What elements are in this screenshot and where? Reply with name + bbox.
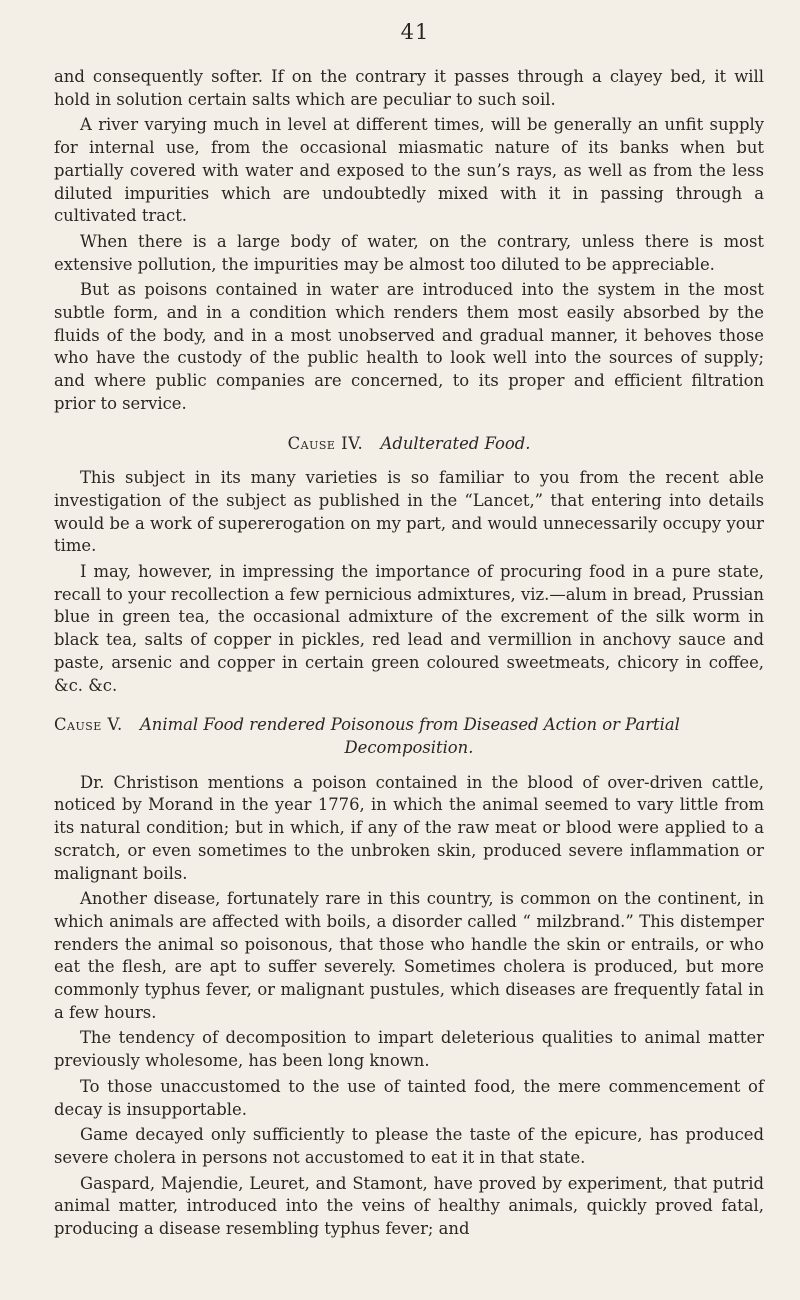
paragraph: But as poisons contained in water are introduced into the system in the most subtle form, and in a condition which renders them most easily absorbed by the fluids of the body, and in a most unobserved and gradual manner, it behoves those who have the custody of the public health to look well into the sources of supply; and where public companies are concerned, to its proper and efficient filtration prior to service. (54, 280, 764, 413)
paragraph: Gaspard, Majendie, Leuret, and Stamont, have proved by experiment, that putrid animal matter, introduced into the veins of healthy animals, quickly proved fatal, producing a disease resembling typhus fever; and (54, 1173, 764, 1239)
section-heading (54, 433, 764, 456)
intro-section (54, 66, 764, 416)
paragraph: I may, however, in impressing the importance of procuring food in a pure state, recall to your recollection a few pernicious admixtures, viz.—alum in bread, Prussian blue in green tea, the occasional admixture of the excrement of the silk worm in black tea, salts of copper in pickles, red lead and vermillion in anchovy sauce and paste, arsenic and copper in certain green coloured sweetmeats, chicory in coffee, &c. &c. (54, 562, 764, 695)
paragraph: Dr. Christison mentions a poison contained in the blood of over-driven cattle, noticed by Morand in the year 1776, in which the animal seemed to vary little from its natural condition; but in which, if any of the raw meat or blood were applied to a scratch, or even sometimes to the unbroken skin, produced severe inflammation or malignant boils. (54, 772, 764, 883)
section-heading (54, 714, 764, 759)
section-title: Animal Food rendered Poisonous from Diseased Action or Partial (139, 715, 680, 735)
cause-iv-section (54, 433, 764, 698)
cause-v-section (54, 714, 764, 1240)
paragraph: When there is a large body of water, on the contrary, unless there is most extensive pollution, the impurities may be almost too diluted to be appreciable. (54, 231, 764, 274)
paragraph: A river varying much in level at different times, will be generally an unfit supply for internal use, from the occasional miasmatic nature of its banks when but partially covered with water and exposed to the sun’s rays, as well as from the less diluted impurities which are undoubtedly mixed with it in passing through a cultivated tract. (54, 115, 764, 226)
paragraph: and consequently softer. If on the contrary it passes through a clayey bed, it will hold in solution certain salts which are peculiar to such soil. (54, 67, 764, 109)
paragraph: Game decayed only sufficiently to please the taste of the epicure, has produced severe cholera in persons not accustomed to eat it in that state. (54, 1125, 764, 1167)
paragraph: This subject in its many varieties is so familiar to you from the recent able investigation of the subject as published in the “Lancet,” that entering into details would be a work of supererogation on my part, and would unnecessarily occupy your time. (54, 468, 764, 556)
paragraph: To those unaccustomed to the use of tainted food, the mere commencement of decay is insupportable. (54, 1076, 764, 1119)
paragraph: Another disease, fortunately rare in this country, is common on the continent, in which animals are affected with boils, a disorder called “ milzbrand.” This distemper renders the animal so poisonous, that those who handle the skin or entrails, or who eat the flesh, are apt to suffer severely. Sometimes cholera is produced, but more commonly typhus fever, or malignant pustules, which diseases are frequently fatal in a few hours. (54, 889, 764, 1022)
section-label: Cause V. (54, 715, 123, 735)
section-label: Cause IV. (287, 433, 364, 453)
page-number: 41 (400, 20, 430, 44)
paragraph: The tendency of decomposition to impart deleterious qualities to animal matter previously wholesome, has been long known. (54, 1028, 764, 1071)
section-title-continued: Decomposition. (344, 737, 474, 757)
section-title: Adulterated Food. (380, 433, 531, 453)
